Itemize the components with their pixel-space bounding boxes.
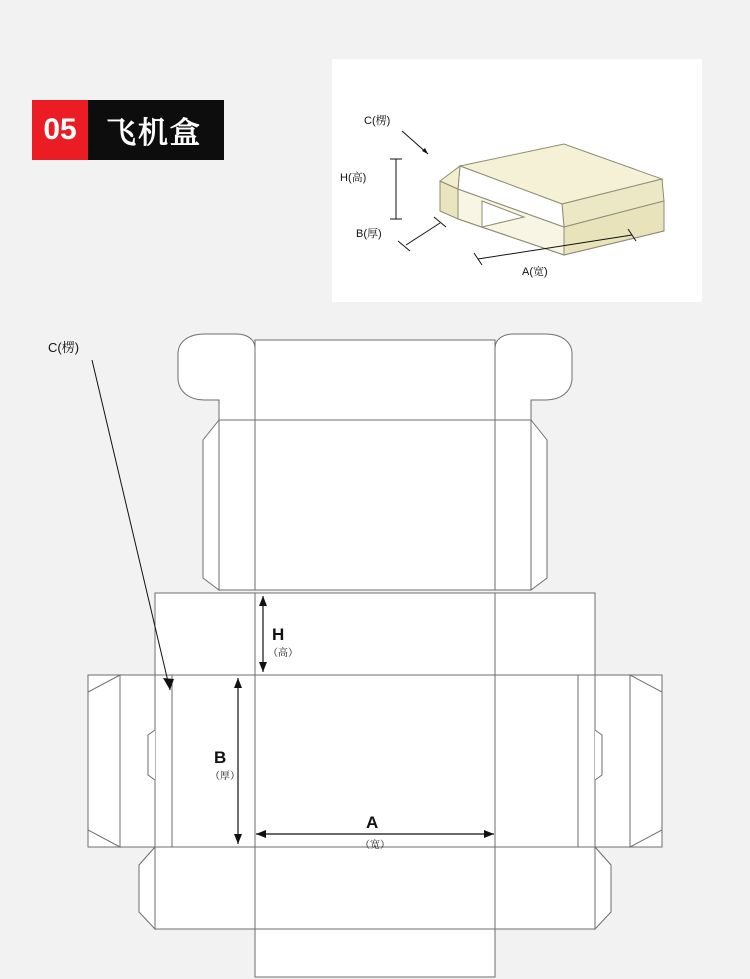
dim-b-sublabel: （厚） [210,771,240,782]
back-left-corner-flap [203,420,219,590]
left-panel-notch [148,730,155,780]
photo-label-h: H(高) [340,172,367,184]
dieline-drawing [0,320,750,979]
lid-top-panel [255,340,495,420]
box-3d-illustration-panel [332,59,702,302]
front-bottom-panel [255,929,495,977]
title-block [32,100,224,160]
dim-a-label: A [366,813,379,832]
title-number-badge: 05 [32,100,88,160]
right-panel-notch [595,730,602,780]
right-outer-wing [630,675,662,847]
back-panel [219,420,531,590]
lower-wall-row [155,847,595,929]
dieline-panel [0,320,750,979]
page-title: 飞机盒 [88,100,224,160]
photo-label-c: C(楞) [364,115,391,127]
dim-b-label: B [214,748,227,767]
h-wall-row [155,593,595,675]
box-3d-illustration [332,59,702,302]
photo-label-b: B(厚) [356,228,382,240]
left-outer-wing [88,675,120,847]
dieline-label-c: C(楞) [48,340,80,355]
photo-label-a: A(宽) [522,266,548,278]
dim-a-sublabel: （宽） [360,840,390,851]
back-right-corner-flap [531,420,547,590]
dim-h-label: H [272,625,285,644]
dim-h-sublabel: （高） [268,648,298,659]
